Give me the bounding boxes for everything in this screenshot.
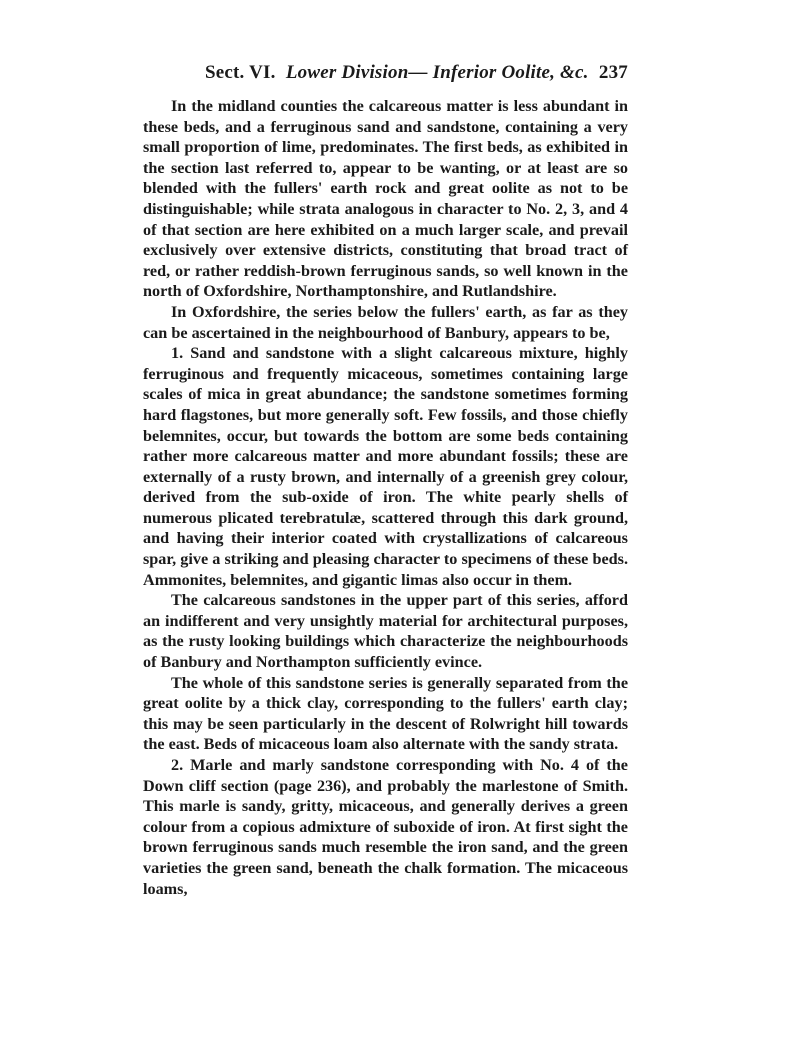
paragraph-calcareous-sandstones: The calcareous sandstones in the upper part of this series, afford an indifferent and very unsightly material for architectural purposes, as the rusty looking buildings which characterize the neighbourhoods of Banbury and Northampton sufficiently evince. [143,591,628,672]
section-number: Sect. VI. [205,62,276,83]
page-number: 237 [598,62,628,83]
body-text [143,96,628,899]
running-title: Lower Division— Inferior Oolite, &c. [285,62,589,83]
paragraph-oxfordshire-series: In Oxfordshire, the series below the fullers' earth, as far as they can be ascertained in the neighbourhood of Banbury, appears to be, [143,302,628,342]
paragraph-item-2-marle: 2. Marle and marly sandstone corresponding with No. 4 of the Down cliff section (page 236), and probably the marlestone of Smith. This marle is sandy, gritty, micaceous, and generally derives a green colour from a copious admixture of suboxide of iron. At first sight the brown ferruginous sands much resemble the iron sand, and the green varieties the green sand, beneath the chalk formation. The micaceous loams, [143,756,628,898]
paragraph-sandstone-series: The whole of this sandstone series is generally separated from the great oolite by a thick clay, corresponding to the fullers' earth clay; this may be seen particularly in the descent of Rolwright hill towards the east. Beds of micaceous loam also alternate with the sandy strata. [143,673,628,754]
running-head [205,62,628,84]
paragraph-midland-counties: In the midland counties the calcareous matter is less abundant in these beds, and a ferruginous sand and sandstone, containing a very small proportion of lime, predominates. The first beds, as exhibited in the section last referred to, appear to be wanting, or at least are so blended with the fullers' earth rock and great oolite as not to be distinguishable; while strata analogous in character to No. 2, 3, and 4 of that section are here exhibited on a much larger scale, and prevail exclusively over extensive districts, constituting that broad tract of red, or rather reddish-brown ferruginous sands, so well known in the north of Oxfordshire, Northamptonshire, and Rutlandshire. [143,97,628,301]
paragraph-item-1-sandstone: 1. Sand and sandstone with a slight calcareous mixture, highly ferruginous and frequently micaceous, sometimes containing large scales of mica in great abundance; the sandstone sometimes forming hard flagstones, but more generally soft. Few fossils, and those chiefly belemnites, occur, but towards the bottom are some beds containing rather more calcareous matter and more abundant fossils; these are externally of a rusty brown, and internally of a greenish grey colour, derived from the sub-oxide of iron. The white pearly shells of numerous plicated terebratulæ, scattered through this dark ground, and having their interior coated with crystallizations of calcareous spar, give a striking and pleasing character to specimens of these beds. Ammonites, belemnites, and gigantic limas also occur in them. [143,344,628,589]
